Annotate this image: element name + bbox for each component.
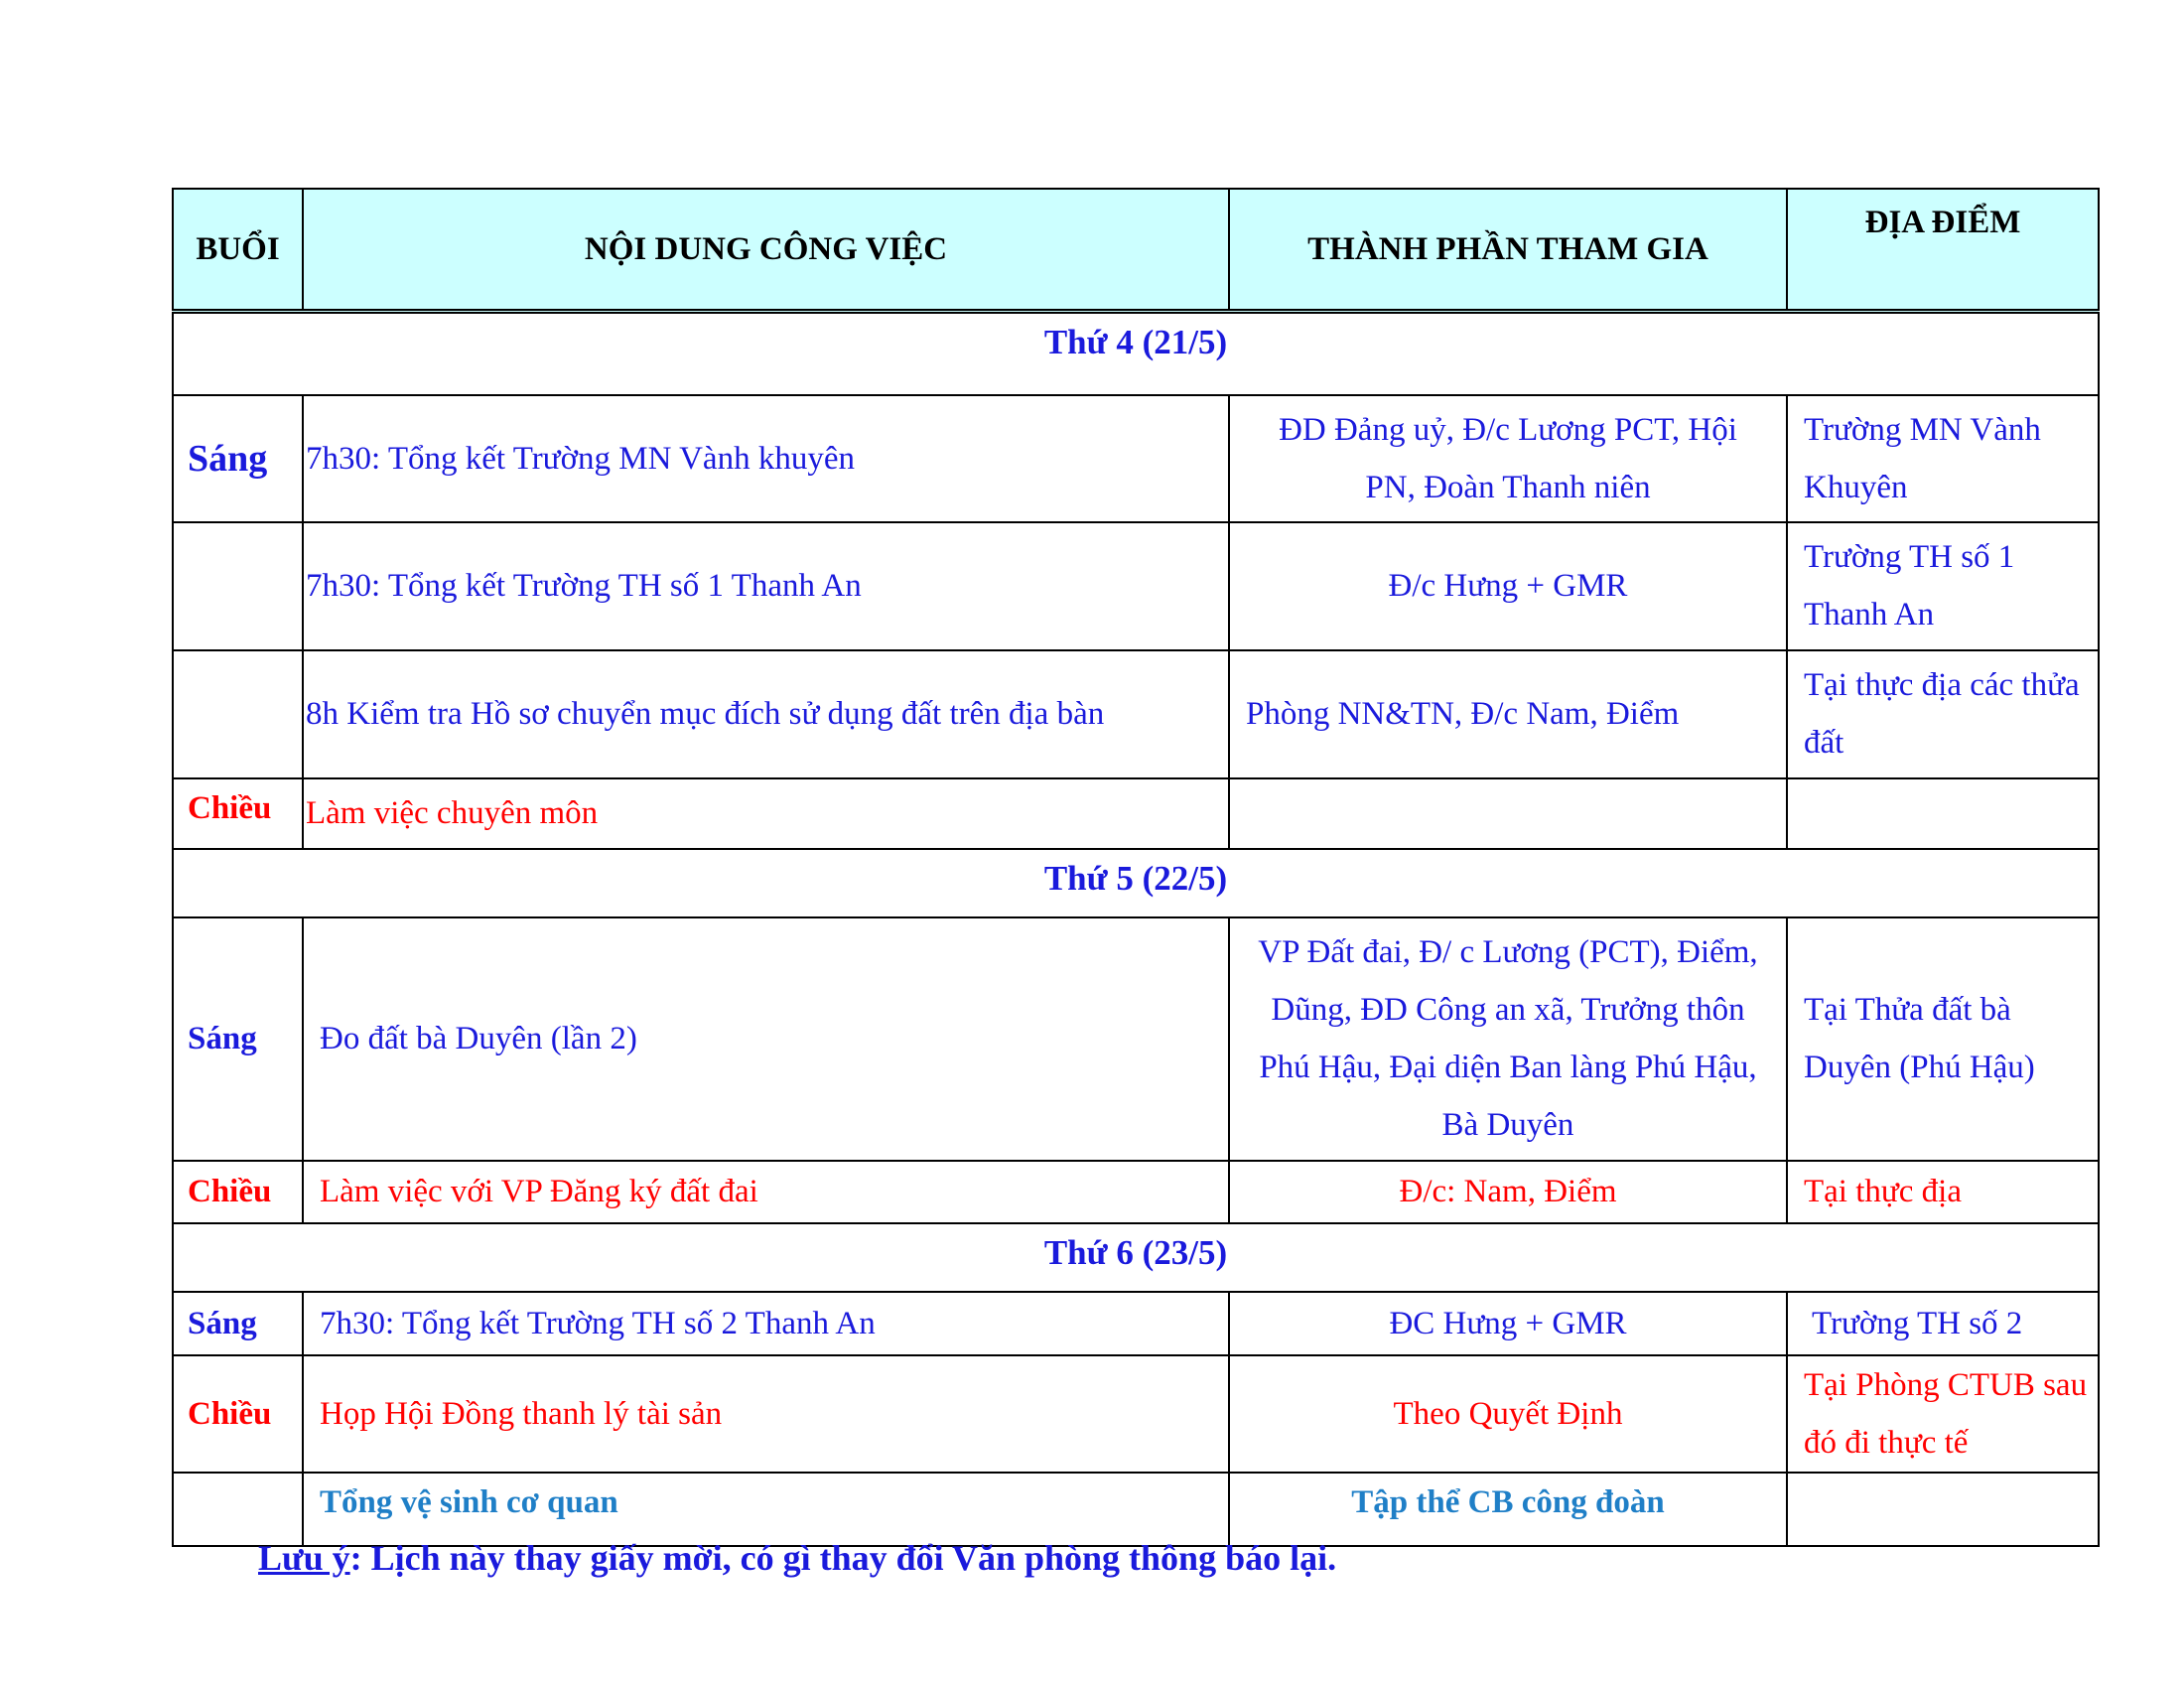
place-cell (1787, 778, 2099, 849)
day-title: Thứ 5 (22/5) (173, 849, 2099, 917)
place-cell: Tại Phòng CTUB sau đó đi thực tế (1787, 1355, 2099, 1473)
participants-cell: Phòng NN&TN, Đ/c Nam, Điểm (1229, 650, 1787, 778)
content-cell: Làm việc với VP Đăng ký đất đai (303, 1161, 1229, 1223)
day-row-thu-4 (173, 312, 2099, 395)
place-cell: Tại thực địa các thửa đất (1787, 650, 2099, 778)
place-cell: Trường MN Vành Khuyên (1787, 395, 2099, 522)
content-cell: 7h30: Tổng kết Trường TH số 1 Thanh An (303, 522, 1229, 650)
footnote (258, 1537, 1336, 1579)
schedule-table (172, 188, 2100, 1547)
place-cell (1787, 1473, 2099, 1546)
content-cell: Tổng vệ sinh cơ quan (303, 1473, 1229, 1546)
session-cell: Sáng (173, 395, 303, 522)
participants-cell: Đ/c Hưng + GMR (1229, 522, 1787, 650)
session-cell (173, 1473, 303, 1546)
header-content: NỘI DUNG CÔNG VIỆC (303, 189, 1229, 312)
participants-cell (1229, 778, 1787, 849)
content-cell: Làm việc chuyên môn (303, 778, 1229, 849)
table-row (173, 1355, 2099, 1473)
footnote-label: Lưu ý (258, 1538, 350, 1578)
place-cell: Tại thực địa (1787, 1161, 2099, 1223)
participants-cell: Đ/c: Nam, Điểm (1229, 1161, 1787, 1223)
session-cell (173, 522, 303, 650)
session-cell: Chiều (173, 778, 303, 849)
table-row (173, 395, 2099, 522)
session-cell: Chiều (173, 1161, 303, 1223)
content-cell: Đo đất bà Duyên (lần 2) (303, 917, 1229, 1161)
table-row (173, 1292, 2099, 1355)
content-cell: Họp Hội Đồng thanh lý tài sản (303, 1355, 1229, 1473)
participants-cell: ĐD Đảng uỷ, Đ/c Lương PCT, Hội PN, Đoàn Thanh niên (1229, 395, 1787, 522)
participants-cell: VP Đất đai, Đ/ c Lương (PCT), Điểm, Dũng, ĐD Công an xã, Trưởng thôn Phú Hậu, Đại diện Ban làng Phú Hậu, Bà Duyên (1229, 917, 1787, 1161)
table-row (173, 650, 2099, 778)
session-cell: Chiều (173, 1355, 303, 1473)
place-cell: Tại Thửa đất bà Duyên (Phú Hậu) (1787, 917, 2099, 1161)
day-row-thu-6 (173, 1223, 2099, 1292)
participants-cell: Theo Quyết Định (1229, 1355, 1787, 1473)
participants-cell: Tập thể CB công đoàn (1229, 1473, 1787, 1546)
place-cell: Trường TH số 2 (1787, 1292, 2099, 1355)
footnote-text: : Lịch này thay giấy mời, có gì thay đổi Văn phòng thông báo lại. (349, 1538, 1337, 1578)
session-cell (173, 650, 303, 778)
participants-cell: ĐC Hưng + GMR (1229, 1292, 1787, 1355)
content-cell: 7h30: Tổng kết Trường MN Vành khuyên (303, 395, 1229, 522)
day-title: Thứ 4 (21/5) (173, 312, 2099, 395)
header-place: ĐỊA ĐIỂM (1787, 189, 2099, 312)
day-title: Thứ 6 (23/5) (173, 1223, 2099, 1292)
table-row (173, 522, 2099, 650)
header-session: BUỔI (173, 189, 303, 312)
table-row (173, 917, 2099, 1161)
content-cell: 8h Kiểm tra Hồ sơ chuyển mục đích sử dụng đất trên địa bàn (303, 650, 1229, 778)
session-cell: Sáng (173, 1292, 303, 1355)
header-participants: THÀNH PHẦN THAM GIA (1229, 189, 1787, 312)
table-row (173, 778, 2099, 849)
header-row (173, 189, 2099, 312)
content-cell: 7h30: Tổng kết Trường TH số 2 Thanh An (303, 1292, 1229, 1355)
session-cell: Sáng (173, 917, 303, 1161)
day-row-thu-5 (173, 849, 2099, 917)
table-row (173, 1473, 2099, 1546)
table-row (173, 1161, 2099, 1223)
place-cell: Trường TH số 1 Thanh An (1787, 522, 2099, 650)
